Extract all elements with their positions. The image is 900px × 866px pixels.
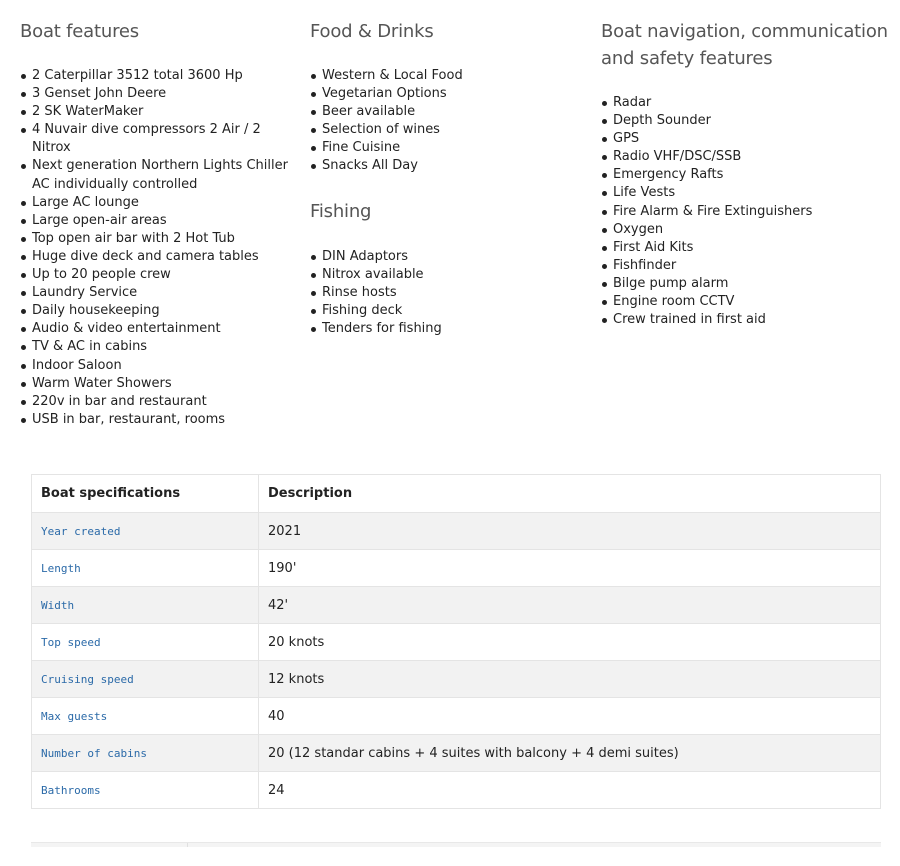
list-item: Engine room CCTV [613,293,891,311]
spec-key: Length [32,550,259,587]
food-drinks-list [310,67,590,176]
table-row [32,624,881,661]
list-item: Laundry Service [32,284,300,302]
table-row [32,772,881,809]
table-row [32,661,881,698]
spec-key: Number of cabins [32,735,259,772]
list-item: Radio VHF/DSC/SSB [613,148,891,166]
spec-value: 40 [259,698,881,735]
next-table-edge [31,842,881,847]
list-item: TV & AC in cabins [32,338,300,356]
list-item: Tenders for fishing [322,320,590,338]
spec-value: 20 knots [259,624,881,661]
boat-features-section [20,18,300,429]
navigation-safety-section [601,18,891,329]
list-item: Daily housekeeping [32,302,300,320]
list-item: Audio & video entertainment [32,320,300,338]
list-item: Snacks All Day [322,157,590,175]
list-item: Bilge pump alarm [613,275,891,293]
list-item: Oxygen [613,221,891,239]
spec-key: Max guests [32,698,259,735]
fishing-list [310,248,590,338]
food-drinks-section [310,18,590,338]
list-item: Fire Alarm & Fire Extinguishers [613,203,891,221]
list-item: Crew trained in first aid [613,311,891,329]
column-header-specifications: Boat specifications [32,475,259,513]
table-row [32,735,881,772]
spec-value: 2021 [259,513,881,550]
fishing-heading: Fishing [310,200,372,222]
table-header-row [32,475,881,513]
list-item: Emergency Rafts [613,166,891,184]
spec-key: Cruising speed [32,661,259,698]
list-item: First Aid Kits [613,239,891,257]
list-item: 4 Nuvair dive compressors 2 Air / 2 Nitrox [32,121,300,157]
column-header-description: Description [259,475,881,513]
list-item: Vegetarian Options [322,85,590,103]
spec-key: Year created [32,513,259,550]
list-item: Depth Sounder [613,112,891,130]
list-item: Life Vests [613,184,891,202]
list-item: Radar [613,94,891,112]
list-item: USB in bar, restaurant, rooms [32,411,300,429]
list-item: Up to 20 people crew [32,266,300,284]
boat-specifications-table [31,474,881,809]
table-row [32,513,881,550]
list-item: Western & Local Food [322,67,590,85]
table-row [32,550,881,587]
spec-key: Bathrooms [32,772,259,809]
navigation-safety-list [601,94,891,329]
list-item: DIN Adaptors [322,248,590,266]
list-item: Beer available [322,103,590,121]
boat-features-list [20,67,300,429]
list-item: Warm Water Showers [32,375,300,393]
list-item: 220v in bar and restaurant [32,393,300,411]
list-item: 3 Genset John Deere [32,85,300,103]
list-item: Selection of wines [322,121,590,139]
list-item: GPS [613,130,891,148]
navigation-safety-heading: Boat navigation, communication and safety features [601,21,888,69]
list-item: Indoor Saloon [32,357,300,375]
spec-key: Top speed [32,624,259,661]
boat-features-heading: Boat features [20,21,139,42]
table-row [32,698,881,735]
list-item: Fishfinder [613,257,891,275]
food-drinks-heading: Food & Drinks [310,21,434,42]
list-item: Top open air bar with 2 Hot Tub [32,230,300,248]
spec-value: 24 [259,772,881,809]
spec-key: Width [32,587,259,624]
list-item: Large AC lounge [32,194,300,212]
list-item: Fishing deck [322,302,590,320]
list-item: 2 Caterpillar 3512 total 3600 Hp [32,67,300,85]
list-item: Rinse hosts [322,284,590,302]
spec-value: 42' [259,587,881,624]
list-item: Fine Cuisine [322,139,590,157]
list-item: Large open-air areas [32,212,300,230]
table-row [32,587,881,624]
list-item: Next generation Northern Lights Chiller AC individually controlled [32,157,300,193]
column-divider [187,843,188,847]
spec-value: 12 knots [259,661,881,698]
spec-value: 20 (12 standar cabins + 4 suites with balcony + 4 demi suites) [259,735,881,772]
list-item: 2 SK WaterMaker [32,103,300,121]
list-item: Nitrox available [322,266,590,284]
list-item: Huge dive deck and camera tables [32,248,300,266]
spec-value: 190' [259,550,881,587]
